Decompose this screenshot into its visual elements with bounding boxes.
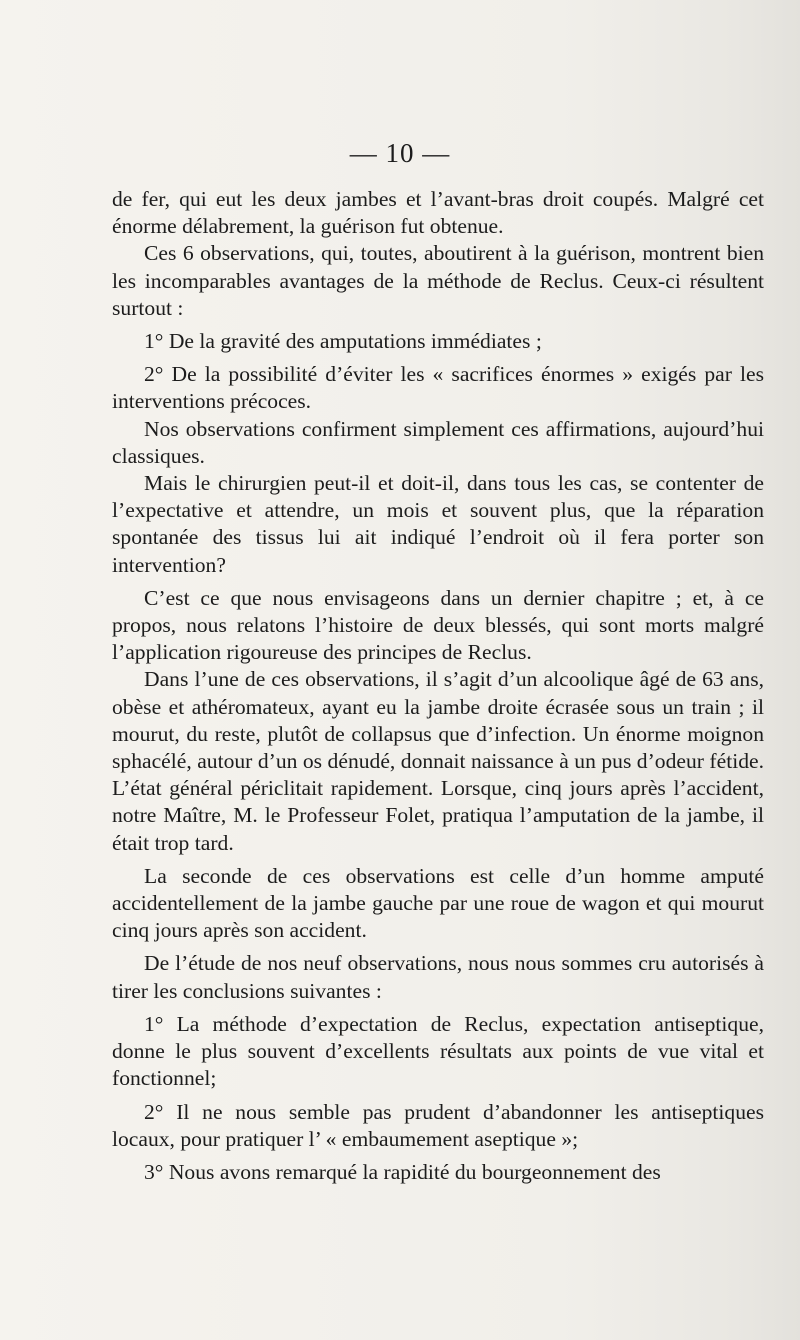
paragraph: Mais le chirurgien peut-il et doit-il, dans tous les cas, se contenter de l’expectative et attendre, un mois et souvent plus, que la réparation spontanée des tissus lui ait indiqué l’endroit où il fera porter son intervention? [112, 471, 764, 577]
paragraph: De l’étude de nos neuf observations, nous nous sommes cru autorisés à tirer les conclusions suivantes : [112, 951, 764, 1003]
list-item: 1° La méthode d’expectation de Reclus, expectation antiseptique, donne le plus souvent d’excellents résultats aux points de vue vital et fonctionnel; [112, 1011, 764, 1091]
list-item: 3° Nous avons remarqué la rapidité du bourgeonnement des [144, 1159, 661, 1184]
list-item: 1° De la gravité des amputations immédiates ; [144, 329, 542, 354]
body-text [112, 186, 764, 1186]
paragraph: Ces 6 observations, qui, toutes, aboutirent à la guérison, montrent bien les incomparables avantages de la méthode de Reclus. Ceux-ci résultent surtout : [112, 241, 764, 320]
paragraph: Dans l’une de ces observations, il s’agit d’un alcoolique âgé de 63 ans, obèse et athéromateux, ayant eu la jambe droite écrasée sous un train ; il mourut, du reste, plutôt de collapsus que d’infection. Un énorme moignon sphacélé, autour d’un os dénudé, donnait naissance à un pus d’odeur fétide. L’état général périclitait rapidement. Lorsque, cinq jours après l’accident, notre Maître, M. le Professeur Folet, pratiqua l’amputation de la jambe, il était trop tard. [112, 667, 764, 855]
paragraph: de fer, qui eut les deux jambes et l’avant-bras droit coupés. Malgré cet énorme délabrement, la guérison fut obtenue. [112, 187, 764, 239]
paragraph: Nos observations confirment simplement ces affirmations, aujourd’hui classiques. [112, 416, 764, 468]
paragraph: La seconde de ces observations est celle d’un homme amputé accidentellement de la jambe gauche par une roue de wagon et qui mourut cinq jours après son accident. [112, 863, 764, 943]
list-item: 2° Il ne nous semble pas prudent d’abandonner les antiseptiques locaux, pour pratiquer l’ « embaumement aseptique »; [112, 1099, 764, 1151]
paragraph: C’est ce que nous envisageons dans un dernier chapitre ; et, à ce propos, nous relatons l’histoire de deux blessés, qui sont morts malgré l’application rigoureuse des principes de Reclus. [112, 585, 764, 665]
page-number: — 10 — [349, 138, 451, 168]
list-item: 2° De la possibilité d’éviter les « sacrifices énormes » exigés par les interventions précoces. [112, 362, 764, 414]
